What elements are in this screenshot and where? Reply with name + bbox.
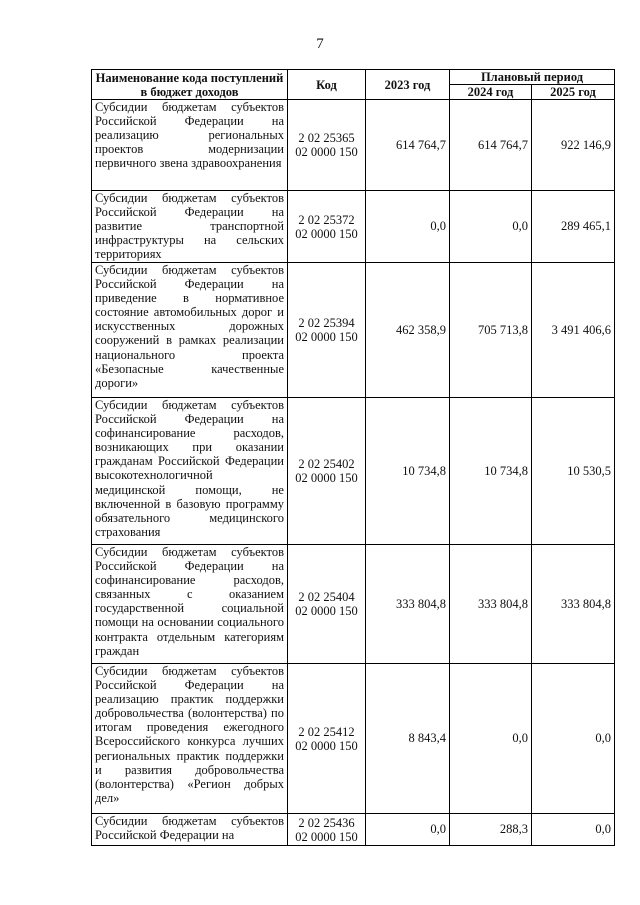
revenue-name-cell: Субсидии бюджетам субъектов Российской Федерации на софинансирование расходов, связанных с оказанием государственной социальной помощи на основании социального контракта отдельным категориям граждан bbox=[92, 545, 288, 664]
value-2024-cell: 0,0 bbox=[450, 191, 532, 263]
header-name: Наименование кода поступлений в бюджет доходов bbox=[92, 70, 288, 100]
table-row bbox=[92, 814, 615, 846]
header-planned-period: Плановый период bbox=[450, 70, 615, 85]
table-row bbox=[92, 263, 615, 398]
table-row bbox=[92, 664, 615, 814]
header-code: Код bbox=[288, 70, 366, 100]
revenue-code-cell bbox=[288, 398, 366, 545]
code-line: 02 0000 150 bbox=[295, 145, 358, 159]
value-2025-cell: 10 530,5 bbox=[532, 398, 615, 545]
code-line: 2 02 25394 bbox=[298, 316, 355, 330]
revenue-code-cell bbox=[288, 664, 366, 814]
revenue-code-cell bbox=[288, 191, 366, 263]
header-2023: 2023 год bbox=[366, 70, 450, 100]
code-line: 2 02 25402 bbox=[298, 457, 355, 471]
revenue-name-cell: Субсидии бюджетам субъектов Российской Федерации на реализацию практик поддержки добровольчества (волонтерства) по итогам проведения ежегодного Всероссийского конкурса лучших региональных практик поддержки и развития добровольчества (волонтерства) «Регион добрых дел» bbox=[92, 664, 288, 814]
revenue-code-cell bbox=[288, 814, 366, 846]
code-line: 02 0000 150 bbox=[295, 829, 358, 844]
value-2023-cell: 10 734,8 bbox=[366, 398, 450, 545]
value-2024-cell: 705 713,8 bbox=[450, 263, 532, 398]
value-2023-cell: 462 358,9 bbox=[366, 263, 450, 398]
revenue-code-cell bbox=[288, 545, 366, 664]
value-2023-cell: 0,0 bbox=[366, 814, 450, 846]
value-2024-cell: 614 764,7 bbox=[450, 100, 532, 191]
revenue-code-cell bbox=[288, 263, 366, 398]
revenue-name-cell: Субсидии бюджетам субъектов Российской Федерации на приведение в нормативное состояние автомобильных дорог и искусственных дорожных сооружений в рамках реализации национального проекта «Безопасные качественные дороги» bbox=[92, 263, 288, 398]
code-line: 2 02 25365 bbox=[298, 131, 355, 145]
code-line: 02 0000 150 bbox=[295, 330, 358, 344]
table-row bbox=[92, 398, 615, 545]
revenue-name-cell: Субсидии бюджетам субъектов Российской Федерации на развитие транспортной инфраструктуры на сельских территориях bbox=[92, 191, 288, 263]
value-2023-cell: 614 764,7 bbox=[366, 100, 450, 191]
code-line: 2 02 25436 bbox=[298, 815, 355, 830]
revenue-name-cell: Субсидии бюджетам субъектов Российской Федерации на софинансирование расходов, возникающих при оказании гражданам Российской Федерации высокотехнологичной медицинской помощи, не включенной в базовую программу обязательного медицинского страхования bbox=[92, 398, 288, 545]
revenue-name-cell: Субсидии бюджетам субъектов Российской Федерации на bbox=[92, 814, 288, 846]
header-2025: 2025 год bbox=[532, 85, 615, 100]
value-2024-cell: 0,0 bbox=[450, 664, 532, 814]
value-2025-cell: 922 146,9 bbox=[532, 100, 615, 191]
code-line: 2 02 25372 bbox=[298, 212, 355, 227]
budget-revenue-table bbox=[91, 69, 615, 846]
revenue-code-cell bbox=[288, 100, 366, 191]
code-line: 02 0000 150 bbox=[295, 471, 358, 485]
value-2024-cell: 288,3 bbox=[450, 814, 532, 846]
value-2023-cell: 8 843,4 bbox=[366, 664, 450, 814]
value-2025-cell: 0,0 bbox=[532, 814, 615, 846]
value-2024-cell: 333 804,8 bbox=[450, 545, 532, 664]
page-number: 7 bbox=[316, 36, 324, 52]
header-2024: 2024 год bbox=[450, 85, 532, 100]
value-2025-cell: 289 465,1 bbox=[532, 191, 615, 263]
value-2023-cell: 333 804,8 bbox=[366, 545, 450, 664]
code-line: 2 02 25412 bbox=[298, 724, 355, 739]
revenue-name-cell: Субсидии бюджетам субъектов Российской Федерации на реализацию региональных проектов модернизации первичного звена здравоохранения bbox=[92, 100, 288, 191]
code-line: 02 0000 150 bbox=[295, 738, 358, 753]
value-2025-cell: 3 491 406,6 bbox=[532, 263, 615, 398]
value-2024-cell: 10 734,8 bbox=[450, 398, 532, 545]
value-2025-cell: 0,0 bbox=[532, 664, 615, 814]
code-line: 02 0000 150 bbox=[295, 604, 358, 618]
code-line: 02 0000 150 bbox=[295, 226, 358, 241]
table-row bbox=[92, 191, 615, 263]
code-line: 2 02 25404 bbox=[298, 590, 355, 604]
value-2023-cell: 0,0 bbox=[366, 191, 450, 263]
table-row bbox=[92, 545, 615, 664]
value-2025-cell: 333 804,8 bbox=[532, 545, 615, 664]
table-row bbox=[92, 100, 615, 191]
